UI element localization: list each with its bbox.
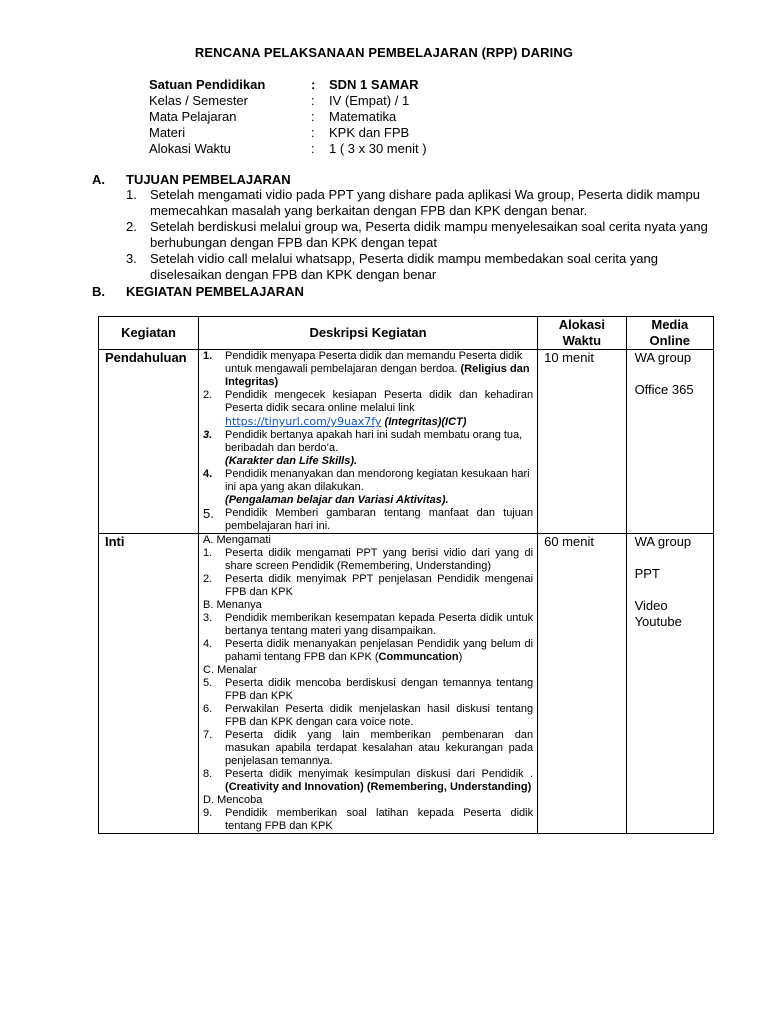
item-number: 5.: [203, 506, 214, 521]
item-text: Peserta didik mengamati PPT yang berisi vidio dari yang di share screen Pendidik (Remembering, Understanding): [225, 547, 534, 572]
item-body: Pendidik mengecek kesiapan Peserta didik dan kehadiran Peserta didik secara online melalui link: [225, 389, 534, 414]
objective-item: [126, 187, 716, 219]
item-number: 4.: [203, 468, 213, 480]
item-number: 1.: [203, 350, 213, 362]
info-value: SDN 1 SAMAR: [329, 77, 419, 92]
item-body: Peserta didik menanyakan penjelasan Pendidik yang belum di pahami tentang FPB dan KPK (: [225, 638, 534, 663]
section-b-heading: [92, 284, 304, 299]
phase-description: [199, 350, 538, 534]
phase-description: [199, 534, 538, 834]
activity-item: [203, 807, 533, 833]
item-text: Peserta didik yang lain memberikan pembenaran dan masukan apabila terdapat kesalahan atau kekurangan pada penjelasan temannya.: [225, 729, 534, 767]
phase-time: 60 menit: [538, 534, 626, 834]
table-row-pendahuluan: [99, 350, 714, 534]
phase-media: [626, 534, 713, 834]
item-number: 6.: [203, 703, 213, 715]
item-text: [225, 389, 533, 429]
objective-text: Setelah vidio call melalui whatsapp, Peserta didik mampu membedakan soal cerita yang diselesaikan dengan FPB dan KPK dengan benar: [150, 251, 658, 282]
item-text: Pendidik Memberi gambaran tentang manfaat dan tujuan pembelajaran hari ini.: [225, 507, 534, 532]
phase-label: Inti: [99, 534, 199, 834]
section-title: TUJUAN PEMBELAJARAN: [126, 172, 291, 187]
item-number: 3.: [203, 612, 213, 624]
item-number: 4.: [203, 638, 213, 650]
info-value: KPK dan FPB: [329, 125, 410, 140]
objective-number: 3.: [126, 251, 137, 266]
item-number: 2.: [203, 389, 213, 401]
info-label: Materi: [149, 125, 186, 140]
media-item: Youtube: [634, 614, 682, 629]
group-heading: D. Mencoba: [203, 794, 263, 806]
activity-item: [203, 638, 533, 664]
objective-item: [126, 219, 716, 251]
item-text: Peserta didik menyimak PPT penjelasan Pendidik mengenai FPB dan KPK: [225, 573, 534, 598]
phase-media: [626, 350, 713, 534]
info-label: Kelas / Semester: [149, 93, 248, 108]
activity-item: [203, 573, 533, 599]
media-item: PPT: [634, 566, 660, 581]
objective-item: [126, 251, 716, 283]
info-value: Matematika: [329, 109, 397, 124]
activity-item: [203, 677, 533, 703]
item-text: [225, 768, 533, 794]
activity-item: [203, 507, 533, 533]
activity-item: [203, 468, 533, 507]
info-colon: :: [311, 93, 315, 108]
media-item: WA group: [634, 350, 692, 365]
media-item: Video: [634, 598, 668, 613]
item-after: ): [458, 651, 463, 663]
activity-item: [203, 612, 533, 638]
section-a-heading: [92, 172, 291, 187]
header-media: Media Online: [626, 317, 713, 350]
info-label: Satuan Pendidikan: [149, 77, 266, 92]
item-text: [225, 638, 533, 664]
item-body: Pendidik menanyakan dan mendorong kegiatan kesukaan hari ini apa yang akan dilakukan.: [225, 468, 530, 493]
info-row-alokasi: [149, 141, 427, 157]
item-tag: (Religius dan Integritas): [225, 363, 530, 388]
header-alokasi: Alokasi Waktu: [538, 317, 626, 350]
table-header-row: [99, 317, 714, 350]
info-row-kelas: [149, 93, 427, 109]
table-row-inti: [99, 534, 714, 834]
item-text: [225, 468, 533, 507]
media-item: Office 365: [634, 382, 694, 397]
activity-item: [203, 768, 533, 794]
objective-text: Setelah mengamati vidio pada PPT yang dishare pada aplikasi Wa group, Peserta didik mampu memecahkan masalah yang berkaitan dengan FPB dan KPK dengan benar.: [150, 187, 700, 218]
item-number: 7.: [203, 729, 213, 741]
identity-block: [149, 77, 427, 157]
section-letter: A.: [92, 172, 105, 187]
info-label: Alokasi Waktu: [149, 141, 231, 156]
activity-item: [203, 729, 533, 768]
activity-item: [203, 429, 533, 468]
activities-table: [98, 316, 714, 834]
group-heading: B. Menanya: [203, 599, 262, 611]
item-number: 8.: [203, 768, 213, 780]
item-tag: (Creativity and Innovation) (Remembering, Understanding): [225, 781, 532, 793]
info-value: IV (Empat) / 1: [329, 93, 410, 108]
phase-label: Pendahuluan: [99, 350, 199, 534]
objective-text: Setelah berdiskusi melalui group wa, Peserta didik mampu menyelesaikan soal cerita nyata yang berhubungan dengan FPB dan KPK dengan tepat: [150, 219, 708, 250]
info-colon: :: [311, 125, 315, 140]
item-body: Peserta didik menyimak kesimpulan diskusi dari Pendidik .: [225, 768, 534, 780]
item-number: 2.: [203, 573, 213, 585]
section-letter: B.: [92, 284, 105, 299]
item-tag: Communcation: [378, 651, 459, 663]
item-text: Perwakilan Peserta didik menjelaskan hasil diskusi tentang FPB dan KPK dengan cara voice note.: [225, 703, 534, 728]
item-number: 1.: [203, 547, 213, 559]
info-colon: :: [311, 109, 315, 124]
item-number: 3.: [203, 429, 213, 441]
info-row-mapel: [149, 109, 427, 125]
info-label: Mata Pelajaran: [149, 109, 237, 124]
attendance-link[interactable]: https://tinyurl.com/y9uax7fy: [225, 415, 382, 428]
info-value: 1 ( 3 x 30 menit ): [329, 141, 427, 156]
item-tag: (Karakter dan Life Skills).: [225, 455, 358, 467]
item-text: Peserta didik mencoba berdiskusi dengan temannya tentang FPB dan KPK: [225, 677, 534, 702]
item-text: Pendidik memberikan soal latihan kepada Peserta didik tentang FPB dan KPK: [225, 807, 534, 832]
item-text: Pendidik memberikan kesempatan kepada Peserta didik untuk bertanya tentang materi yang disampaikan.: [225, 612, 534, 637]
group-heading: A. Mengamati: [203, 534, 271, 546]
info-colon: :: [311, 77, 316, 92]
item-text: [225, 429, 533, 468]
item-body: Pendidik bertanya apakah hari ini sudah membatu orang tua, beribadah dan berdo’a.: [225, 429, 523, 454]
media-item: WA group: [634, 534, 692, 549]
info-row-satuan: [149, 77, 427, 93]
item-tag: (Integritas)(ICT): [381, 416, 467, 428]
activity-item: [203, 350, 533, 389]
header-kegiatan: Kegiatan: [99, 317, 199, 350]
item-number: 5.: [203, 677, 213, 689]
activity-item: [203, 547, 533, 573]
document-title: RENCANA PELAKSANAAN PEMBELAJARAN (RPP) DARING: [194, 45, 574, 60]
item-tag: (Pengalaman belajar dan Variasi Aktivitas).: [225, 494, 449, 506]
objective-number: 1.: [126, 187, 137, 202]
item-text: [225, 350, 533, 389]
header-deskripsi: Deskripsi Kegiatan: [199, 317, 538, 350]
objective-number: 2.: [126, 219, 137, 234]
learning-objectives-list: [126, 187, 716, 283]
phase-time: 10 menit: [538, 350, 626, 534]
item-number: 9.: [203, 807, 213, 819]
group-heading: C. Menalar: [203, 664, 257, 676]
activity-item: [203, 703, 533, 729]
info-colon: :: [311, 141, 315, 156]
info-row-materi: [149, 125, 427, 141]
activity-item: [203, 389, 533, 429]
item-body: Pendidik menyapa Peserta didik dan memandu Peserta didik untuk mengawali pembelajaran dengan berdoa.: [225, 350, 523, 375]
section-title: KEGIATAN PEMBELAJARAN: [126, 284, 304, 299]
